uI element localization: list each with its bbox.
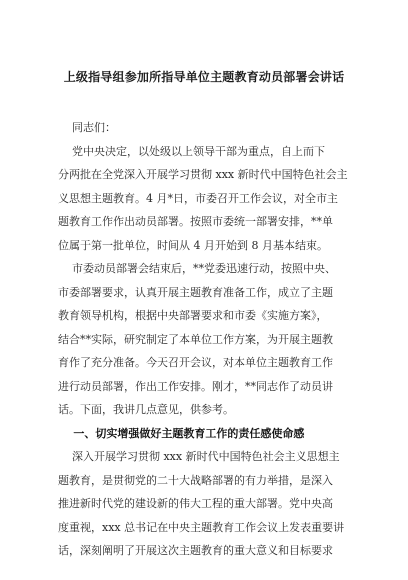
paragraph-line: 育作了充分准备。今天召开会议，对本单位主题教育工作 (58, 356, 333, 369)
paragraph-line: 话，深刻阐明了开展这次主题教育的重大意义和目标要求 (58, 544, 333, 557)
paragraph-line: 题教育工作作出动员部署。按照市委统一部署安排，**单 (58, 215, 333, 228)
salutation-line: 同志们： (58, 121, 116, 134)
paragraph-line: 市委部署要求，认真开展主题教育准备工作，成立了主题 (58, 285, 333, 299)
paragraph-line: 度重视，xxx 总书记在中央主题教育工作会议上发表重要讲 (58, 520, 345, 534)
paragraph-line: 市委动员部署会结束后，**党委迅速行动，按照中央、 (58, 262, 336, 275)
paragraph-line: 义思想主题教育。4 月*日，市委召开工作会议，对全市主 (58, 191, 338, 205)
paragraph-line: 位属于第一批单位，时间从 4 月开始到 8 月基本结束。 (58, 238, 328, 252)
paragraph-line: 深入开展学习贯彻 xxx 新时代中国特色社会主义思想主 (58, 450, 340, 463)
section-heading: 一、切实增强做好主题教育工作的责任感使命感 (58, 426, 305, 440)
paragraph-line: 结合**实际，研究制定了本单位工作方案，为开展主题教 (58, 332, 333, 346)
paragraph-line: 党中央决定，以处级以上领导干部为重点，自上而下 (58, 144, 325, 158)
paragraph-line: 教育领导机构，根据中央部署要求和市委《实施方案》， (58, 309, 328, 322)
document-title: 上级指导组参加所指导单位主题教育动员部署会讲话 (63, 70, 345, 84)
paragraph-line: 推进新时代党的建设新的伟大工程的重大部署。党中央高 (58, 497, 333, 510)
paragraph-line: 话。下面，我讲几点意见，供参考。 (58, 403, 234, 416)
document-body (58, 116, 350, 563)
paragraph-line: 分两批在全党深入开展学习贯彻 xxx 新时代中国特色社会主 (58, 168, 348, 181)
paragraph-line: 进行动员部署，作出工作安排。刚才，**同志作了动员讲 (58, 379, 333, 393)
paragraph-line: 题教育，是贯彻党的二十大战略部署的有力举措，是深入 (58, 473, 333, 487)
